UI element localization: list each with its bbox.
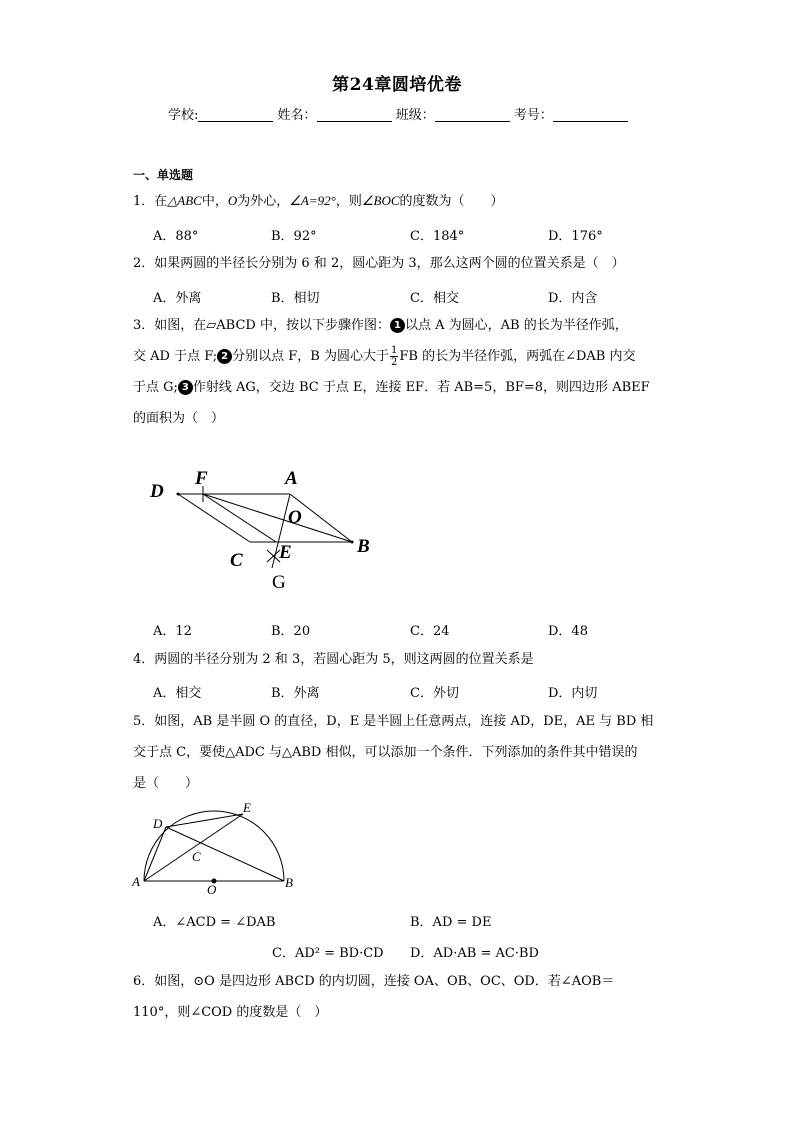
- q1-point-o: O: [227, 193, 238, 208]
- class-label: 班级：: [395, 108, 435, 123]
- q1-text: 1．在: [133, 194, 168, 209]
- step-2-badge: 2: [217, 349, 232, 364]
- question-6: [133, 966, 668, 1028]
- label-g: G: [272, 572, 286, 593]
- q3-text: 于点 G;: [133, 380, 178, 395]
- school-label: 学校:: [168, 108, 199, 123]
- label-e: E: [279, 542, 292, 563]
- section-title: 一、单选题: [133, 168, 194, 182]
- q3-text: 作射线 AG，交边 BC 于点 E，连接 EF．若 AB=5，BF=8，则四边形 ABEF: [192, 380, 650, 395]
- segment-fb: [203, 494, 352, 542]
- q3-line-1: [133, 310, 668, 341]
- label-b: B: [357, 536, 370, 557]
- q4-option-a[interactable]: A．相交: [153, 686, 202, 701]
- semicircle-arc: [144, 811, 284, 881]
- q2-option-b[interactable]: B．相切: [271, 291, 320, 306]
- q3-option-a[interactable]: A．12: [153, 624, 192, 639]
- dot-d: [177, 493, 180, 496]
- q2-option-a[interactable]: A．外离: [153, 291, 202, 306]
- q1-text: 中，: [201, 194, 228, 209]
- q5-semicircle-figure: [128, 800, 298, 895]
- q1-option-a[interactable]: A．88°: [153, 229, 199, 244]
- label-f: F: [195, 468, 208, 489]
- q3-option-b[interactable]: B．20: [271, 624, 311, 639]
- q4-option-d[interactable]: D．内切: [548, 686, 598, 701]
- label-o: O: [288, 507, 302, 528]
- q3-option-c[interactable]: C．24: [410, 624, 450, 639]
- student-info-line: [168, 104, 628, 123]
- fraction-half: [390, 345, 398, 368]
- question-5: [133, 706, 668, 799]
- q5-line-2: 交于点 C，要使△ADC 与△ABD 相似，可以添加一个条件．下列添加的条件其中错误的: [133, 745, 638, 760]
- question-2: 2．如果两圆的半径长分别为 6 和 2，圆心距为 3，那么这两个圆的位置关系是（ ）: [133, 256, 625, 271]
- q5-option-c[interactable]: C．AD² = BD·CD: [272, 946, 384, 961]
- q5-option-b[interactable]: B．AD = DE: [410, 915, 492, 930]
- q1-option-b[interactable]: B．92°: [271, 229, 317, 244]
- page-title: 第24章圆培优卷: [332, 75, 462, 95]
- label-d: D: [150, 481, 164, 502]
- q3-line-2: [133, 341, 668, 372]
- q5-line-1: 5．如图，AB 是半圆 O 的直径，D，E 是半圆上任意两点，连接 AD，DE，AE 与 BD 相: [133, 714, 654, 729]
- q1-text: ，则: [335, 194, 362, 209]
- label-c: C: [192, 849, 201, 864]
- name-blank[interactable]: [317, 107, 392, 122]
- label-b: B: [285, 875, 293, 890]
- q6-line-1: 6．如图，⊙O 是四边形 ABCD 的内切圆，连接 OA、OB、OC、OD．若∠AOB＝: [133, 974, 615, 989]
- q3-text: 3．如图，在▱ABCD 中，按以下步骤作图：: [133, 318, 390, 333]
- label-c: C: [230, 550, 243, 571]
- fraction-numerator: 1: [391, 345, 398, 356]
- q4-option-c[interactable]: C．外切: [410, 686, 459, 701]
- q6-line-2: 110°，则∠COD 的度数是（ ）: [133, 1005, 328, 1020]
- question-1: [133, 185, 668, 217]
- q1-text: 为外心，: [237, 194, 290, 209]
- q1-angle-a: ∠A=92°: [289, 193, 336, 208]
- segment-ad: [144, 827, 166, 881]
- exam-no-blank[interactable]: [553, 107, 628, 122]
- q2-option-d[interactable]: D．内含: [548, 291, 598, 306]
- q1-text: 的度数为（ ）: [399, 194, 504, 209]
- q3-parallelogram-figure: [140, 458, 390, 598]
- q3-text: 交 AD 于点 F;: [133, 349, 218, 364]
- q5-option-a[interactable]: A．∠ACD = ∠DAB: [153, 915, 276, 930]
- q5-option-d[interactable]: D．AD·AB = AC·BD: [410, 946, 539, 961]
- school-blank[interactable]: [198, 107, 273, 122]
- exam-no-label: 考号：: [513, 108, 553, 123]
- label-a: A: [132, 874, 140, 889]
- q1-angle-boc: ∠BOC: [361, 193, 400, 208]
- label-a: A: [285, 468, 298, 489]
- fraction-denominator: 2: [391, 357, 398, 368]
- label-o: O: [207, 882, 217, 895]
- q1-option-c[interactable]: C．184°: [410, 229, 465, 244]
- label-d: D: [153, 816, 163, 831]
- q2-option-c[interactable]: C．相交: [410, 291, 459, 306]
- q5-line-3: 是（ ）: [133, 776, 199, 791]
- step-3-badge: 3: [178, 380, 193, 395]
- dot-b: [351, 541, 354, 544]
- label-e: E: [243, 800, 251, 815]
- step-1-badge: 1: [390, 318, 405, 333]
- q3-text: 以点 A 为圆心，AB 的长为半径作弧，: [404, 318, 628, 333]
- q3-text: 分别以点 F，B 为圆心大于: [232, 349, 389, 364]
- name-label: 姓名：: [277, 108, 317, 123]
- q4-option-b[interactable]: B．外离: [271, 686, 320, 701]
- q1-triangle: △ABC: [167, 193, 202, 208]
- q1-option-d[interactable]: D．176°: [548, 229, 603, 244]
- q3-line-4: 的面积为（ ）: [133, 411, 225, 426]
- class-blank[interactable]: [435, 107, 510, 122]
- question-3: [133, 310, 668, 434]
- q3-text: FB 的长为半径作弧，两弧在∠DAB 内交: [399, 349, 636, 364]
- q3-line-3: [133, 372, 668, 403]
- q3-option-d[interactable]: D．48: [548, 624, 588, 639]
- question-4: 4．两圆的半径分别为 2 和 3，若圆心距为 5，则这两圆的位置关系是: [133, 652, 534, 667]
